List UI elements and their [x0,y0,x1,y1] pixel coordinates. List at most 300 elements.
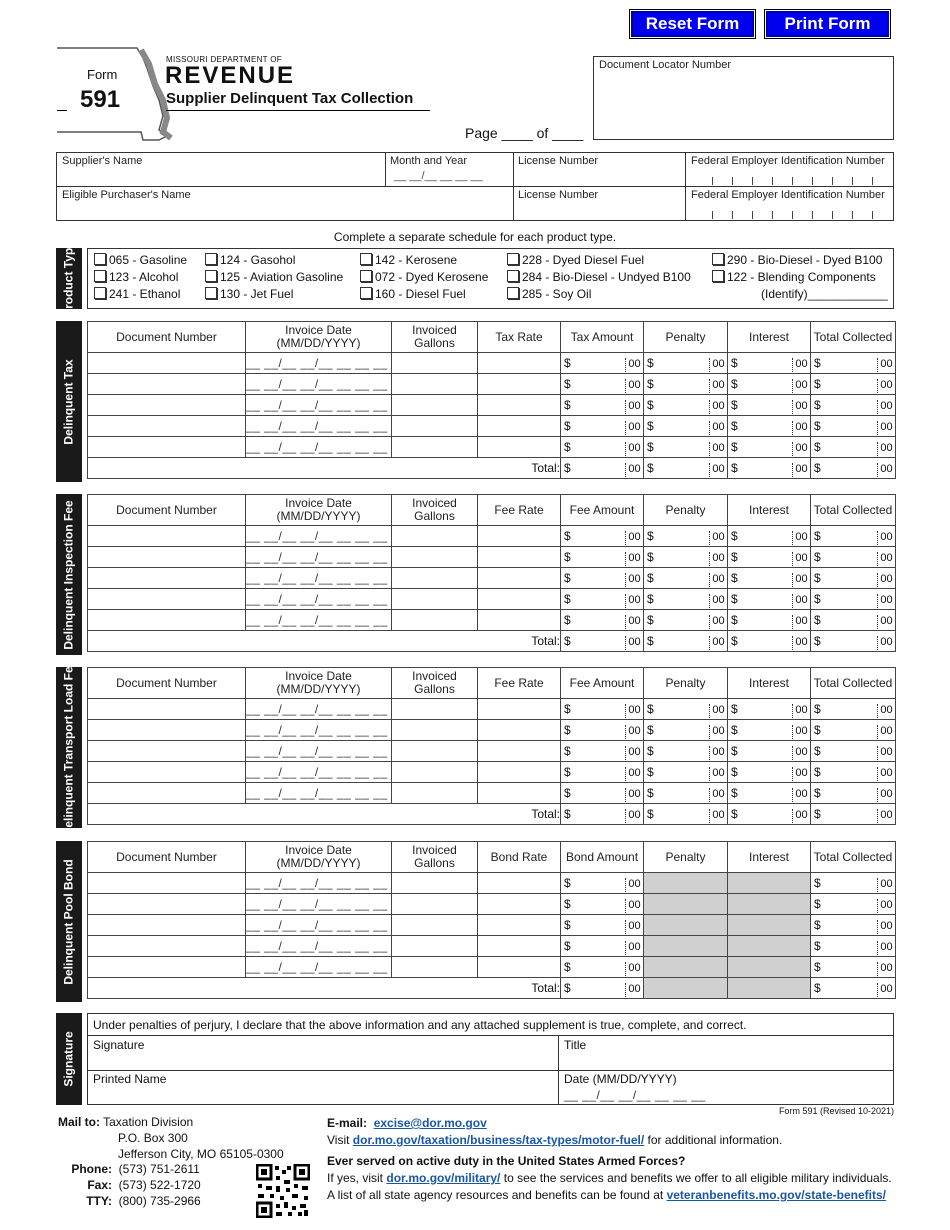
signature-date-field[interactable]: __ __/__ __/__ __ __ __ [564,1088,706,1102]
amount-field[interactable] [811,873,896,894]
page-of-field[interactable]: Page ____ of ____ [465,125,584,141]
table-row [88,699,896,720]
motor-fuel-link[interactable]: dor.mo.gov/taxation/business/tax-types/motor-fuel/ [352,1133,645,1147]
total-label: Total: [88,631,561,652]
document-number-field[interactable] [88,957,246,978]
amount-field[interactable] [728,395,811,416]
form-title: Supplier Delinquent Tax Collection [166,90,414,107]
amount-field[interactable] [728,741,811,762]
amount-field[interactable] [644,610,728,631]
document-number-field[interactable] [88,374,246,395]
invoice-date-field[interactable]: __ __/__ __/__ __ __ __ [246,568,392,589]
rate-field[interactable] [478,783,561,804]
product-option-160[interactable]: 160 - Diesel Fuel [360,287,466,301]
amount-field[interactable] [561,762,644,783]
currency-symbol: $ [564,981,571,995]
document-number-field[interactable] [88,936,246,957]
product-option-124[interactable]: 124 - Gasohol [205,253,295,267]
gallons-field[interactable] [392,720,478,741]
cents-value: 00 [877,983,895,999]
agency-name: MISSOURI DEPARTMENT OF [166,55,282,64]
amount-field[interactable] [561,783,644,804]
currency-symbol: $ [814,377,821,391]
amount-field[interactable] [644,395,728,416]
amount-field[interactable] [644,589,728,610]
document-number-field[interactable] [88,894,246,915]
amount-field[interactable] [811,374,896,395]
amount-field[interactable] [811,936,896,957]
month-year-field[interactable]: __ __/__ __ __ __ [394,170,483,182]
gallons-field[interactable] [392,353,478,374]
amount-field[interactable] [728,589,811,610]
gallons-field[interactable] [392,741,478,762]
amount-field[interactable] [644,804,728,825]
currency-symbol: $ [814,634,821,648]
total-label: Total: [88,804,561,825]
cents-value: 00 [709,615,727,631]
document-number-field[interactable] [88,353,246,374]
checkbox-icon[interactable] [360,287,372,299]
currency-symbol: $ [814,807,821,821]
document-locator-label: Document Locator Number [599,59,732,71]
schedule-table [87,667,896,825]
cents-value: 00 [877,400,895,416]
cents-value: 00 [877,788,895,804]
gallons-field[interactable] [392,374,478,395]
rate-field[interactable] [478,353,561,374]
gallons-field[interactable] [392,589,478,610]
mailing-address: Mail to: Taxation Division P.O. Box 300 Jefferson City, MO 65105-0300 [58,1115,284,1161]
cents-value: 00 [709,746,727,762]
amount-field[interactable] [728,526,811,547]
rate-field[interactable] [478,936,561,957]
document-number-field[interactable] [88,416,246,437]
amount-field[interactable] [811,568,896,589]
cents-value: 00 [709,594,727,610]
amount-field[interactable] [644,437,728,458]
cents-value: 00 [709,442,727,458]
currency-symbol: $ [647,765,654,779]
license-number-field[interactable]: License Number [518,155,599,167]
product-option-142[interactable]: 142 - Kerosene [360,253,457,267]
amount-field[interactable] [561,741,644,762]
title-field[interactable]: Title [564,1038,587,1052]
amount-field[interactable] [644,720,728,741]
military-link[interactable]: dor.mo.gov/military/ [386,1171,501,1185]
column-header: Invoiced Gallons [392,322,478,353]
currency-symbol: $ [731,377,738,391]
cents-value: 00 [625,573,643,589]
amount-field[interactable] [561,699,644,720]
license-number-field-2[interactable]: License Number [518,189,599,201]
currency-symbol: $ [564,377,571,391]
gallons-field[interactable] [392,547,478,568]
cents-value: 00 [877,725,895,741]
invoice-date-field[interactable]: __ __/__ __/__ __ __ __ [246,416,392,437]
amount-field[interactable] [728,699,811,720]
checkbox-icon[interactable] [360,253,372,265]
amount-field[interactable] [644,568,728,589]
document-number-field[interactable] [88,873,246,894]
column-header: Penalty [644,322,728,353]
currency-symbol: $ [647,550,654,564]
amount-field[interactable] [561,720,644,741]
checkbox-icon[interactable] [507,253,519,265]
invoice-date-field[interactable]: __ __/__ __/__ __ __ __ [246,374,392,395]
checkbox-icon[interactable] [205,287,217,299]
column-header: Invoice Date (MM/DD/YYYY) [246,495,392,526]
invoice-date-field[interactable]: __ __/__ __/__ __ __ __ [246,526,392,547]
amount-field[interactable] [811,783,896,804]
cents-value: 00 [877,442,895,458]
revenue-logo: REVENUE [165,62,296,89]
checkbox-icon[interactable] [94,270,106,282]
gallons-field[interactable] [392,437,478,458]
product-option-290[interactable]: 290 - Bio-Diesel - Dyed B100 [712,253,882,267]
amount-field[interactable] [728,762,811,783]
invoice-date-field[interactable]: __ __/__ __/__ __ __ __ [246,720,392,741]
identify-field[interactable]: (Identify)____________ [761,287,888,301]
rate-field[interactable] [478,720,561,741]
document-number-field[interactable] [88,547,246,568]
signature-field[interactable]: Signature [93,1038,145,1052]
cents-value: 00 [625,594,643,610]
amount-field[interactable] [561,894,644,915]
currency-symbol: $ [814,571,821,585]
rate-field[interactable] [478,416,561,437]
reset-form-button[interactable]: Reset Form [631,11,754,37]
supplier-name-field[interactable]: Supplier's Name [62,155,143,167]
form-revision: Form 591 (Revised 10-2021) [778,1106,894,1116]
gallons-field[interactable] [392,873,478,894]
gallons-field[interactable] [392,762,478,783]
currency-symbol: $ [731,807,738,821]
checkbox-icon[interactable] [94,287,106,299]
invoice-date-field[interactable]: __ __/__ __/__ __ __ __ [246,936,392,957]
amount-field[interactable] [811,631,896,652]
rate-field[interactable] [478,395,561,416]
amount-field[interactable] [561,547,644,568]
amount-field[interactable] [811,720,896,741]
invoice-date-field[interactable]: __ __/__ __/__ __ __ __ [246,762,392,783]
cents-value: 00 [625,531,643,547]
document-number-field[interactable] [88,762,246,783]
amount-field[interactable] [728,547,811,568]
amount-field[interactable] [811,978,896,999]
amount-field[interactable] [728,353,811,374]
column-header: Document Number [88,668,246,699]
gallons-field[interactable] [392,526,478,547]
amount-field[interactable] [644,783,728,804]
product-option-123[interactable]: 123 - Alcohol [94,270,178,284]
gallons-field[interactable] [392,957,478,978]
cents-value: 00 [709,379,727,395]
rate-field[interactable] [478,526,561,547]
disabled-cell [644,894,728,915]
amount-field[interactable] [644,353,728,374]
checkbox-icon[interactable] [94,253,106,265]
amount-field[interactable] [644,526,728,547]
cents-value: 00 [877,421,895,437]
product-option-072[interactable]: 072 - Dyed Kerosene [360,270,488,284]
cents-value: 00 [877,531,895,547]
table-row [88,720,896,741]
cents-value: 00 [877,899,895,915]
currency-symbol: $ [647,613,654,627]
fein-field-2[interactable]: Federal Employer Identification Number [691,189,885,201]
column-header: Total Collected [811,495,896,526]
invoice-date-field[interactable]: __ __/__ __/__ __ __ __ [246,894,392,915]
gallons-field[interactable] [392,610,478,631]
amount-field[interactable] [561,374,644,395]
email-link[interactable]: excise@dor.mo.gov [373,1116,487,1130]
invoice-date-field[interactable]: __ __/__ __/__ __ __ __ [246,610,392,631]
disabled-cell [728,936,811,957]
invoice-date-field[interactable]: __ __/__ __/__ __ __ __ [246,915,392,936]
product-option-284[interactable]: 284 - Bio-Diesel - Undyed B100 [507,270,691,284]
checkbox-icon[interactable] [360,270,372,282]
cents-value: 00 [877,552,895,568]
title-underline [166,110,430,111]
amount-field[interactable] [561,957,644,978]
currency-symbol: $ [564,939,571,953]
amount-field[interactable] [811,804,896,825]
amount-field[interactable] [561,915,644,936]
schedule-side-label: Delinquent Inspection Fee [56,494,82,655]
amount-field[interactable] [811,458,896,479]
product-option-125[interactable]: 125 - Aviation Gasoline [205,270,343,284]
gallons-field[interactable] [392,936,478,957]
invoice-date-field[interactable]: __ __/__ __/__ __ __ __ [246,437,392,458]
checkbox-icon[interactable] [205,270,217,282]
checkbox-icon[interactable] [507,287,519,299]
amount-field[interactable] [561,589,644,610]
column-header: Fee Amount [561,495,644,526]
fein-field[interactable]: Federal Employer Identification Number [691,155,885,167]
checkbox-icon[interactable] [507,270,519,282]
rate-field[interactable] [478,568,561,589]
invoice-date-field[interactable]: __ __/__ __/__ __ __ __ [246,395,392,416]
product-type-side-label: Product Type [56,248,82,309]
amount-field[interactable] [811,547,896,568]
cents-value: 00 [792,725,810,741]
cents-value: 00 [877,704,895,720]
rate-field[interactable] [478,547,561,568]
currency-symbol: $ [564,960,571,974]
document-number-field[interactable] [88,526,246,547]
amount-field[interactable] [561,526,644,547]
gallons-field[interactable] [392,416,478,437]
cents-value: 00 [625,788,643,804]
amount-field[interactable] [728,804,811,825]
amount-field[interactable] [728,568,811,589]
gallons-field[interactable] [392,699,478,720]
currency-symbol: $ [647,529,654,543]
gallons-field[interactable] [392,395,478,416]
column-header: Interest [728,668,811,699]
checkbox-icon[interactable] [712,253,724,265]
amount-field[interactable] [561,437,644,458]
amount-field[interactable] [811,437,896,458]
amount-field[interactable] [561,804,644,825]
rate-field[interactable] [478,699,561,720]
amount-field[interactable] [811,741,896,762]
document-number-field[interactable] [88,915,246,936]
amount-field[interactable] [561,978,644,999]
gallons-field[interactable] [392,894,478,915]
amount-field[interactable] [561,353,644,374]
cents-value: 00 [792,400,810,416]
product-option-241[interactable]: 241 - Ethanol [94,287,180,301]
rate-field[interactable] [478,437,561,458]
amount-field[interactable] [728,610,811,631]
rate-field[interactable] [478,957,561,978]
cents-value: 00 [792,809,810,825]
invoice-date-field[interactable]: __ __/__ __/__ __ __ __ [246,957,392,978]
table-row [88,894,896,915]
amount-field[interactable] [561,568,644,589]
amount-field[interactable] [811,610,896,631]
amount-field[interactable] [811,915,896,936]
column-header: Invoiced Gallons [392,842,478,873]
rate-field[interactable] [478,589,561,610]
currency-symbol: $ [564,440,571,454]
currency-symbol: $ [564,592,571,606]
document-number-field[interactable] [88,395,246,416]
amount-field[interactable] [811,395,896,416]
gallons-field[interactable] [392,915,478,936]
cents-value: 00 [877,767,895,783]
amount-field[interactable] [561,873,644,894]
cents-value: 00 [877,962,895,978]
schedule-table [87,321,896,479]
rate-field[interactable] [478,915,561,936]
column-header: Total Collected [811,322,896,353]
amount-field[interactable] [644,374,728,395]
invoice-date-field[interactable]: __ __/__ __/__ __ __ __ [246,783,392,804]
checkbox-icon[interactable] [205,253,217,265]
amount-field[interactable] [728,783,811,804]
invoice-date-field[interactable]: __ __/__ __/__ __ __ __ [246,699,392,720]
amount-field[interactable] [644,741,728,762]
rate-field[interactable] [478,873,561,894]
invoice-date-field[interactable]: __ __/__ __/__ __ __ __ [246,589,392,610]
document-number-field[interactable] [88,437,246,458]
amount-field[interactable] [561,416,644,437]
cents-value: 00 [792,421,810,437]
document-locator-box[interactable] [593,56,894,140]
cents-value: 00 [625,379,643,395]
gallons-field[interactable] [392,783,478,804]
amount-field[interactable] [728,720,811,741]
checkbox-icon[interactable] [712,270,724,282]
cents-value: 00 [625,636,643,652]
currency-symbol: $ [814,876,821,890]
amount-field[interactable] [644,458,728,479]
currency-symbol: $ [647,702,654,716]
gallons-field[interactable] [392,568,478,589]
product-type-note: Complete a separate schedule for each product type. [333,230,617,244]
rate-field[interactable] [478,741,561,762]
cents-value: 00 [709,636,727,652]
amount-field[interactable] [728,416,811,437]
document-number-field[interactable] [88,783,246,804]
invoice-date-field[interactable]: __ __/__ __/__ __ __ __ [246,873,392,894]
amount-field[interactable] [644,547,728,568]
cents-value: 00 [792,788,810,804]
document-number-field[interactable] [88,610,246,631]
product-option-130[interactable]: 130 - Jet Fuel [205,287,293,301]
amount-field[interactable] [811,589,896,610]
total-row [88,458,896,479]
document-number-field[interactable] [88,720,246,741]
document-number-field[interactable] [88,741,246,762]
rate-field[interactable] [478,894,561,915]
invoice-date-field[interactable]: __ __/__ __/__ __ __ __ [246,547,392,568]
invoice-date-field[interactable]: __ __/__ __/__ __ __ __ [246,353,392,374]
printed-name-field[interactable]: Printed Name [93,1072,167,1086]
currency-symbol: $ [647,723,654,737]
amount-field[interactable] [728,458,811,479]
amount-field[interactable] [811,699,896,720]
rate-field[interactable] [478,610,561,631]
product-option-122[interactable]: 122 - Blending Components [712,270,876,284]
table-row [88,437,896,458]
cents-value: 00 [877,941,895,957]
amount-field[interactable] [644,416,728,437]
currency-symbol: $ [814,786,821,800]
amount-field[interactable] [728,437,811,458]
rate-field[interactable] [478,374,561,395]
purchaser-name-field[interactable]: Eligible Purchaser's Name [62,189,191,201]
amount-field[interactable] [561,610,644,631]
amount-field[interactable] [811,894,896,915]
currency-symbol: $ [814,897,821,911]
amount-field[interactable] [561,936,644,957]
amount-field[interactable] [561,631,644,652]
amount-field[interactable] [728,374,811,395]
print-form-button[interactable]: Print Form [766,11,889,37]
cents-value: 00 [792,746,810,762]
amount-field[interactable] [561,458,644,479]
cents-value: 00 [792,704,810,720]
amount-field[interactable] [644,631,728,652]
table-row [88,741,896,762]
product-option-228[interactable]: 228 - Dyed Diesel Fuel [507,253,644,267]
amount-field[interactable] [561,395,644,416]
document-number-field[interactable] [88,699,246,720]
amount-field[interactable] [811,353,896,374]
amount-field[interactable] [811,762,896,783]
amount-field[interactable] [811,957,896,978]
amount-field[interactable] [644,762,728,783]
column-header: Invoice Date (MM/DD/YYYY) [246,668,392,699]
amount-field[interactable] [811,416,896,437]
currency-symbol: $ [564,571,571,585]
amount-field[interactable] [811,526,896,547]
invoice-date-field[interactable]: __ __/__ __/__ __ __ __ [246,741,392,762]
rate-field[interactable] [478,762,561,783]
product-option-065[interactable]: 065 - Gasoline [94,253,187,267]
state-benefits-link[interactable]: veteranbenefits.mo.gov/state-benefits/ [666,1188,886,1202]
amount-field[interactable] [644,699,728,720]
column-header: Document Number [88,842,246,873]
product-option-285[interactable]: 285 - Soy Oil [507,287,591,301]
document-number-field[interactable] [88,568,246,589]
amount-field[interactable] [728,631,811,652]
cents-value: 00 [625,358,643,374]
document-number-field[interactable] [88,589,246,610]
